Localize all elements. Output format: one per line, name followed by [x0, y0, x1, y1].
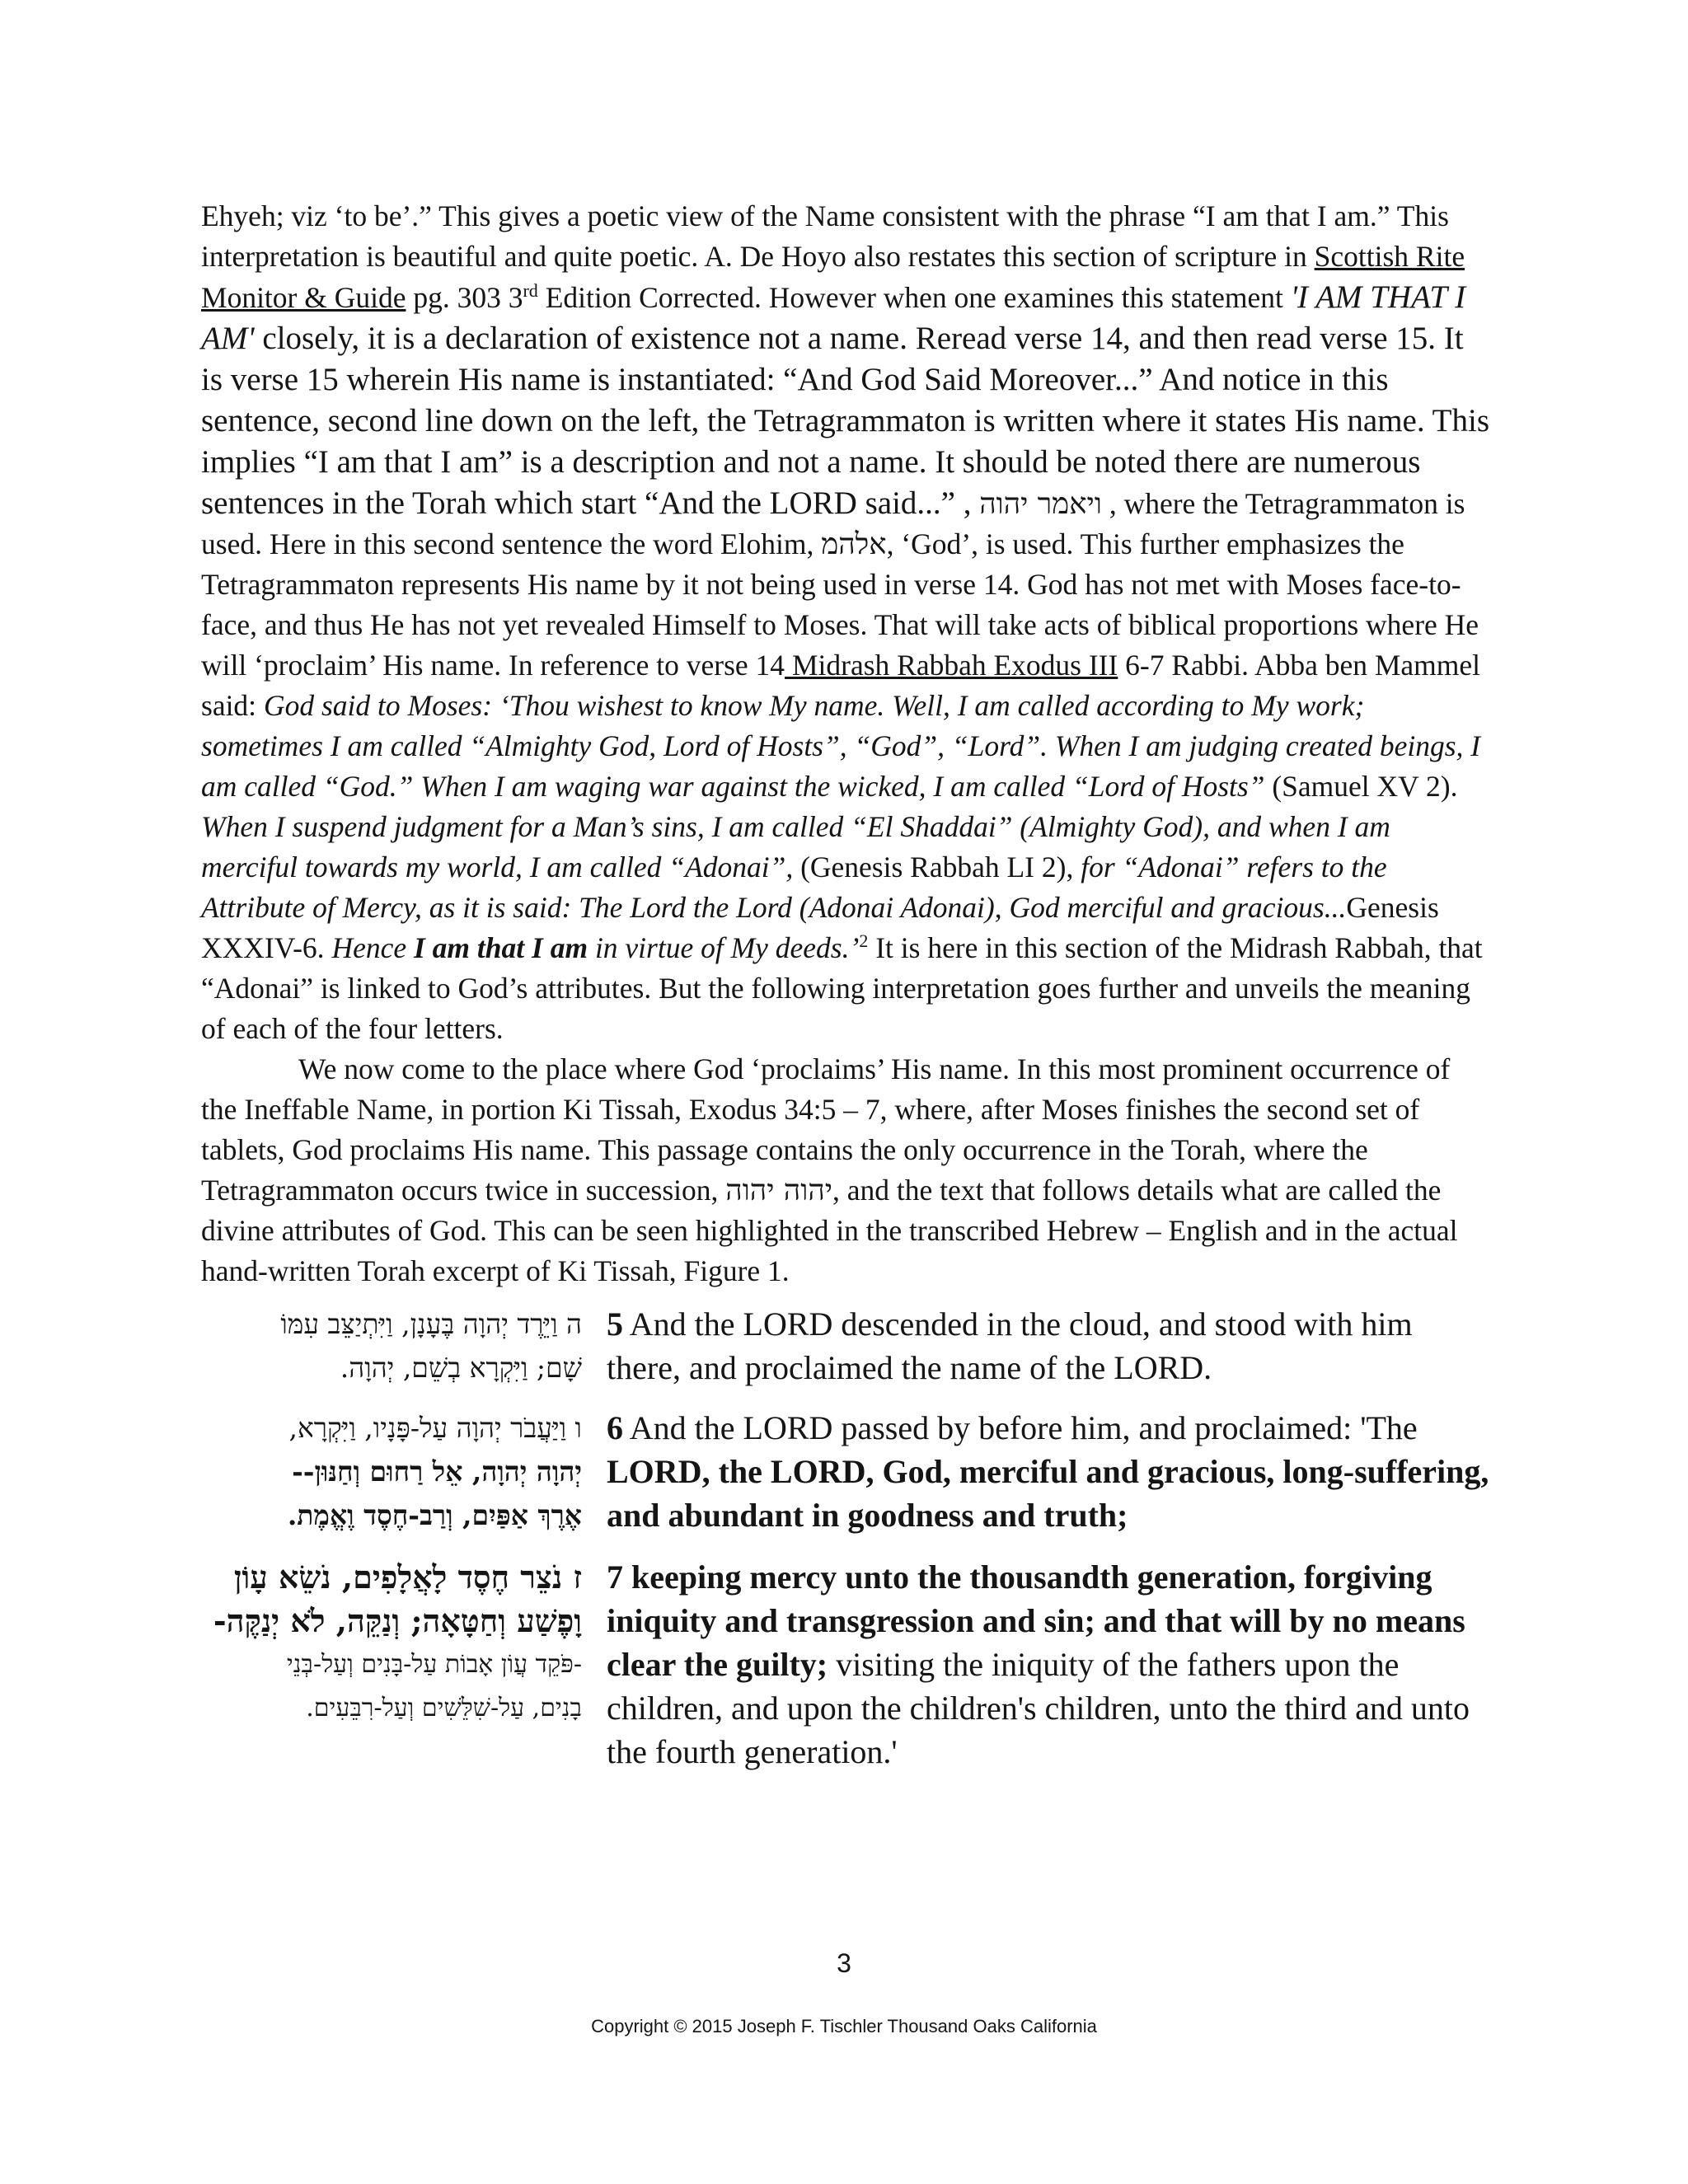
book-title-scottish-rite: Scottish Rite Monitor & Guide — [201, 240, 1465, 314]
hebrew-vayomer-yhvh: ויאמר יהוה — [979, 487, 1102, 521]
text-run: Edition Corrected. However when one examines this statement — [537, 281, 1291, 314]
english-text-verse-5 — [607, 1302, 1491, 1390]
page-number: 3 — [837, 1948, 851, 1978]
text-run: , where the Tetragrammaton is used. Here in this second sentence the word Elohim, — [201, 487, 1465, 560]
copyright-notice: Copyright © 2015 Joseph F. Tischler Thousand Oaks California — [591, 2016, 1097, 2036]
verse-number: 6 — [607, 1409, 623, 1446]
hebrew-text-verse-7 — [201, 1555, 582, 1730]
text-run: closely, it is a declaration of existence not a name. Reread verse 14, and then read verse 15. It is verse 15 wherein His name is instantiated: “And God Said Moreover...” And notice in this sentence, second line down on the left, the Tetragrammaton is written where it states His name. This implies “I am that I am” is a description and not a name. It should be noted there are numerous sentences in the Torah which start “And the LORD said...” , — [201, 321, 1489, 521]
text-run: , and the text that follows details what are called the divine attributes of God. This can be seen highlighted in the transcribed Hebrew – English and in the actual hand-written Torah excerpt of Ki Tissah, Figure 1. — [201, 1174, 1458, 1287]
paragraph-1 — [201, 196, 1491, 1049]
midrash-quote: God said to Moses: ‘Thou wishest to know My name. Well, I am called according to My work; sometimes I am called “Almighty God, Lord of Hosts”, “God”, “Lord”. When I am judging created beings, I am called “God.” When I am waging war against the wicked, I am called “Lord of Hosts” — [201, 689, 1481, 803]
hebrew-text-verse-5 — [201, 1302, 582, 1390]
hebrew-line: ז נֹצֵר חֶסֶד לָאֲלָפִים, נֹשֵׂא עָוֹן — [233, 1558, 582, 1596]
hebrew-line: וָפֶשַׁע וְחַטָּאָה; וְנַקֵּה, לֹא יְנַקֶּה- — [213, 1602, 582, 1639]
hebrew-line: ה וַיֵּרֶד יְהוָה בֶּעָנָן, וַיִּתְיַצֵּב עִמּוֹ — [280, 1308, 582, 1340]
text-run: Ehyeh; viz ‘to be’.” This gives a poetic view of the Name consistent with the phrase “I am that I am.” This interpretation is beautiful and quite poetic. A. De Hoyo also restates this section of scripture in — [201, 199, 1449, 273]
text-run: (Genesis Rabbah LI 2), — [793, 851, 1081, 883]
verse-text: And the LORD passed by before him, and proclaimed: 'The — [623, 1409, 1418, 1446]
footnote-marker: 2 — [859, 930, 869, 952]
hebrew-yhvh-yhvh: יהוה יהוה — [725, 1174, 833, 1207]
bold-i-am-that-i-am: I am that I am — [413, 931, 588, 964]
hebrew-elohim: אלהמ — [821, 527, 887, 561]
verse-number: 7 — [607, 1558, 623, 1596]
english-text-verse-6 — [607, 1406, 1491, 1537]
verse-table — [201, 1302, 1491, 1790]
quote-i-am-that-i-am: 'I AM THAT I AM' — [201, 279, 1466, 356]
verse-text-bold: LORD, the LORD, God, merciful and gracious, long-suffering, and abundant in goodness and truth; — [607, 1453, 1489, 1534]
midrash-quote: in virtue of My deeds.’ — [588, 931, 860, 964]
hebrew-line: ו וַיַּעֲבֹר יְהוָה עַל-פָּנָיו, וַיִּקְרָא, — [288, 1412, 582, 1444]
text-run: pg. 303 3 — [406, 281, 523, 314]
hebrew-line: יְהוָה יְהוָה, אֵל רַחוּם וְחַנּוּן-- — [292, 1455, 582, 1488]
text-run: It is here in this section of the Midrash Rabbah, that “Adonai” is linked to God’s attributes. But the following interpretation goes further and unveils the meaning of each of the four letters. — [201, 931, 1483, 1045]
paragraph-2 — [201, 1049, 1491, 1291]
text-run: Genesis XXXIV-6. — [201, 891, 1439, 964]
verse-number: 5 — [607, 1305, 623, 1343]
hebrew-line: אֶרֶךְ אַפַּיִם, וְרַב-חֶסֶד וֶאֱמֶת. — [287, 1499, 582, 1531]
body-text — [201, 196, 1491, 1291]
verse-text: And the LORD descended in the cloud, and stood with him there, and proclaimed the name of the LORD. — [607, 1305, 1413, 1386]
text-run: , ‘God’, is used. This further emphasizes the Tetragrammaton represents His name by it not being used in verse 14. God has not met with Moses face-to-face, and thus He has not yet revealed Himself to Moses. That will take acts of biblical proportions where He will ‘proclaim’ His name. In reference to verse 14 — [201, 527, 1479, 682]
text-run: We now come to the place where God ‘proclaims’ His name. In this most prominent occurrence of the Ineffable Name, in portion Ki Tissah, Exodus 34:5 – 7, where, after Moses finishes the second set of tablets, God proclaims His name. This passage contains the only occurrence in the Torah, where the Tetragrammaton occurs twice in succession, — [201, 1052, 1451, 1207]
text-run: (Samuel XV 2). — [1264, 770, 1458, 803]
hebrew-line: שָׁם; וַיִּקְרָא בְשֵׁם, יְהוָה. — [340, 1352, 582, 1384]
book-title-midrash-rabbah: Midrash Rabbah Exodus III — [785, 649, 1118, 682]
verse-7 — [201, 1555, 1491, 1774]
verse-5 — [201, 1302, 1491, 1390]
verse-text-bold: keeping mercy unto the thousandth generation, forgiving iniquity and transgression and sin; and that will by no means clear the guilty; — [607, 1558, 1465, 1683]
hebrew-text-verse-6 — [201, 1406, 582, 1537]
midrash-quote: Hence — [331, 931, 414, 964]
verse-6 — [201, 1406, 1491, 1537]
verse-text: visiting the iniquity of the fathers upon the children, and upon the children's children, unto the third and unto the fourth generation.' — [607, 1646, 1470, 1770]
text-run: 6-7 Rabbi. Abba ben Mammel said: — [201, 649, 1481, 722]
hebrew-line: -פֹּקֵד עֲוֹן אָבוֹת עַל-בָּנִים וְעַל-בְּנֵי — [286, 1650, 582, 1679]
superscript-rd: rd — [523, 280, 538, 302]
hebrew-line: בָנִים, עַל-שִׁלֵּשִׁים וְעַל-רִבֵּעִים. — [306, 1694, 582, 1722]
english-text-verse-7 — [607, 1555, 1491, 1774]
midrash-quote: When I suspend judgment for a Man’s sins, I am called “El Shaddai” (Almighty God), and when I am merciful towards my world, I am called “Adonai”, — [201, 810, 1390, 883]
midrash-quote: for “Adonai” refers to the Attribute of Mercy, as it is said: The Lord the Lord (Adonai Adonai), God merciful and gracious... — [201, 851, 1387, 924]
